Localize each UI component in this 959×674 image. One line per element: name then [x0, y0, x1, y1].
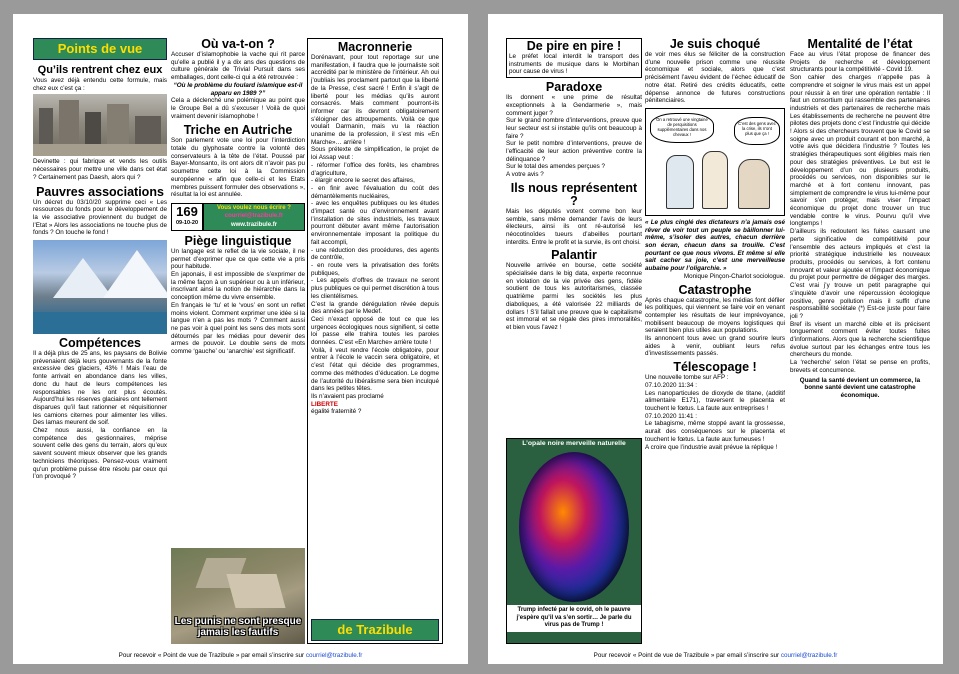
photo-ruined-city: [33, 94, 167, 156]
heading-telescopage: Télescopage !: [673, 360, 757, 375]
photo-landslide: [171, 548, 305, 644]
newsletter-page-2: [488, 14, 943, 664]
heading-quils-rentrent: Qu’ils rentrent chez eux: [37, 64, 163, 76]
cartoon-figure-left: [666, 155, 694, 209]
column-1: [506, 38, 642, 644]
opal-title: L’opale noire merveille naturelle: [522, 440, 626, 447]
column-3: [307, 38, 443, 644]
heading-piege-linguistique: Piège linguistique: [184, 233, 292, 248]
opal-image: [519, 452, 629, 602]
heading-pauvres-associations: Pauvres associations: [36, 184, 164, 199]
text-devinette: Devinette : qui fabrique et vends les outils nécessaires pour mettre une ville dans cet état ? Certainement pas Daesh, alors qui ?: [33, 158, 167, 181]
cartoon-figure-right: [738, 159, 770, 209]
banner-de-trazibule: de Trazibule: [311, 619, 439, 641]
photo-caption: Les punis ne sont presque jamais les fautifs: [174, 616, 302, 638]
website-link[interactable]: www.trazibule.fr: [230, 221, 278, 228]
box-de-pire: [506, 38, 642, 78]
column-2: [645, 38, 785, 644]
text-ils-nous-representent: Mais les députés votent comme bon leur semble, sans même demander l’avis de leurs électeurs, ainsi ils ont ré-autorisé les néocotinoïdes tueurs d’abeilles pourtant interdits. Entre le profit et la survie, ils ont choisi.: [506, 207, 642, 246]
heading-triche-autriche: Triche en Autriche: [183, 123, 293, 138]
footer-page-2: [488, 652, 943, 659]
footer-text: Pour recevoir « Point de vue de Trazibule » par email s’inscrire sur: [593, 652, 780, 659]
cartoon-bubble-left: On a retrouvé une vingtaine de perquisitions supplémentaires dans nos chevaux !: [650, 113, 714, 143]
issue-box: [171, 203, 305, 231]
banner-points-de-vue: Points de vue: [33, 38, 167, 60]
text-je-suis-choque: de voir mes élus se féliciter de la construction d’une nouvelle prison comme une réussite économique et sociale, alors que c’est précisément l’aveu évident de l’échec éducatif de notre état. Retiré des crédits éducatifs, cette dépense annonce de futures constructions pénitenciaires.: [645, 51, 785, 105]
contact-email-link[interactable]: courriel@trazibule.fr: [224, 213, 284, 220]
issue-number-box: [171, 203, 203, 231]
heading-je-suis-choque: Je suis choqué: [669, 38, 761, 51]
footer-page-1: [13, 652, 468, 659]
text-paradoxe: Ils donnent « une prime de résultat exceptionnels à la Gendarmerie », mais comment juger ? Sur le grand nombre d’interventions, preuve que leur secteur est si instable qu’ils ont beaucoup à faire ? Sur le petit nombre d’interventions, preuve de l’efficacité de leur action préventive contre la délinquance ? Sur le total des amendes perçues ? A votre avis ?: [506, 94, 642, 179]
heading-ou-va-t-on: Où va-t-on ?: [201, 38, 275, 51]
heading-palantir: Palantir: [551, 248, 597, 263]
issue-number: 169: [176, 203, 198, 219]
opal-photo-box: [506, 438, 642, 644]
quote-pincon-charlot: « Le plus cinglé des dictateurs n’a jamais osé rêver de voir tout un peuple se bâillonner lui-même, s’isoler des autres, chacun derrière son écran, chacun dans sa trouille. C’est pourtant ce que nous vivons. Et même si elle sait cacher sa joie, c’est une merveilleuse aubaine pour l’oligarchie. »: [645, 218, 785, 273]
text-ou-va-t-on-2: Cela a déclenché une polémique au point que le Groupe Bel a dû s’excuser ! Voilà de quoi vraiment devenir islamophobe !: [171, 97, 305, 120]
text-triche-autriche: Son parlement vote une loi pour l’interdiction totale du glyphosate contre la volonté des conservateurs à la tête de l’état. Poussé par Bayer-Monsanto, ils ont alors dit n’avoir pas pu soumettre cette loi à la Commission européenne « afin que celle-ci et les Etats membres puissent formuler des observations », résultat la loi est annulée.: [171, 137, 305, 199]
text-mentalite-etat: Face au virus l’état propose de financer des Projets de recherche et développement structurants pour la compétitivité - Covid 19. Son cahier des charges n’appelle pas à comprendre et soigner le virus mais est un appel pour réussir à en tirer une opération rentable : Il faut un consortium qui rassemble des partenaires industriels et des partenaires de recherche mais Les établissements de recherche ne peuvent être pilotes des projets donc c’est l’industrie qui décide ! Alors si des chercheurs trouvent que le Covid se soigne avec un produit courant et bon marché, à votre avis que décidera l’industrie ? Toutes les stratégies thérapeutiques sont éligibles mais rien pour des stratégies préventives. Le but est le développement d’un ou plusieurs produits, procédés ou services, non disponibles sur le marché et à fort contenu innovant, pas simplement de comprendre le virus lui-même pour savoir s’en protéger, mais viser l’impact économique du projet donc trouver un truc vendable contre le virus. Pourvu qu’il vive longtemps ! D’ailleurs ils redoutent les fuites causant une perte significative de compétitivité pour l’ensemble des acteurs impliqués et c’est la priorité stratégique industrielle les nouveaux produits, procédés ou services, à fort contenu innovant et valeur ajoutée et l’impact économique du projet pour permettre de dégager des marges. C’est vrai j’y trouve un petit paragraphe qui s’inquiète d’avoir une répercussion écologique positive, genre pollution mais il suffit d’une responsabilité sociétale (*) Est-ce juste pour faire joli ? Bref ils visent un marché cible et ils précisent longuement comment éviter toutes fuites d’informations. Alors que la recherche scientifique évolue surtout par les échanges entre tous les chercheurs du monde. La ‘recherche’ selon l’état se pense en profits, brevets et concurrence.: [790, 51, 930, 374]
caption-trump: Trump infecté par le covid, oh le pauvre j’espère qu’il va s’en sortir… Je parle du virus pas de Trump !: [507, 605, 641, 632]
text-palantir: Nouvelle arrivée en bourse, cette société spécialisée dans le big data, experte reconnue en violation de la vie privée des gens, fidèle soutient de tous les autoritarismes, classée quatrième parmi les sociétés les plus diaboliques, a été valorisée 22 milliards de dollars ! S’il fallait une preuve que le capitalisme est immoral et se régale des pires immoralités, et bien vous l’avez !: [506, 262, 642, 331]
cartoon-figure-middle: [702, 151, 728, 209]
photo-glacier: [33, 240, 167, 334]
heading-catastrophe: Catastrophe: [678, 282, 752, 297]
quote-author: Monique Pinçon-Charlot sociologue.: [683, 272, 785, 280]
cartoon: [645, 108, 785, 216]
text-competences: Il a déjà plus de 25 ans, les paysans de Bolivie prévenaient déjà leurs gouvernants de la fonte excessive des glaciers, 43% ! Mais l’eau de fonte arrivait en abondance dans les villes, donc du haut de leurs compétences les responsables ne les ont plus écoutés. Aujourd’hui les réserves glaciaires ont tellement disparues qu’il faut rationner et réquisitionner les camions citernes pour alimenter les villes. Des lamas meurent de soif. Chez nous aussi, la confiance en la compétence des gestionnaires, méprise souvent celle des gens du terrain, alors qu’eux savent souvent mieux observer que les grands techniciens théoriques. Pensez-vous vraiment qu’un problème puisse être résolu par ceux qui l’on provoqué ?: [33, 350, 167, 481]
newsletter-page-1: [13, 14, 468, 664]
footer-email-link[interactable]: courriel@trazibule.fr: [780, 652, 838, 659]
quote-foulard: “Où le problème du foulard islamique est-il apparu en 1989 ?”: [173, 81, 303, 97]
text-de-pire: Le préfet local interdit le transport des instruments de musique dans le Morbihan pour cause de virus !: [509, 53, 639, 76]
text-ou-va-t-on: Accuser d’islamophobie la vache qui rit parce qu’elle a publié il y a dix ans des questions de culture générale de Trivial Pursuit dans ses emballages, dont celle-ci qui a été retrouvée :: [171, 51, 305, 82]
heading-macronnerie: Macronnerie: [337, 40, 413, 54]
issue-date: 09-10-20: [175, 219, 199, 226]
footer-text: Pour recevoir « Point de vue de Trazibule » par email s’inscrire sur: [118, 652, 305, 659]
column-3: [790, 38, 930, 644]
text-piege-linguistique: Un langage est le reflet de la vie sociale, il ne permet d’exprimer que ce que cette vie a pris pour habitude. En japonais, il est impossible de s’exprimer de la même façon à un supérieur ou à un inférieur, inscrivant ainsi la notion de hiérarchie dans la conception même du vivre ensemble. En français le ‘tu’ et le ‘vous’ en sont un reflet moins violent. Comment exprimer une idée si la langue n’en a pas les mots ? Comment aussi ne pas voir à quel point les sens des mots sont détournés par les médias pour devenir des armes de pouvoir. Le double sens de mots comme ‘gauche’ ou ‘anarchie’ est significatif.: [171, 247, 305, 356]
text-egalite: égalité fraternité ?: [311, 408, 362, 416]
text-catastrophe: Après chaque catastrophe, les médias font défiler les politiques, qui viennent se faire voir en venant contempler les résultats de leur imprévoyance, mobilisent beaucoup de moyens logistiques qui seraient bien plus utiles aux populations. Ils annoncent tous avec un grand sourire leurs aides à venir, oubliant leurs refus d’investissements passés.: [645, 296, 785, 358]
text-liberte: LIBERTE: [311, 400, 338, 408]
text-macronnerie: Dorénavant, pour tout reportage sur une manifestation, il faudra que le journaliste soit accrédité par le ministère de l’intérieur. Ah oui j’oubliais les proclament partout que la liberté de la Presse, c’est sacré ! Enfin il s’agit de liberté pour les médias qu’ils auront consacrés. Mais comment pourront-ils informer car ils devront obligatoirement s’éloigner des attroupements. Voilà ce que voulait Darmanin, mais vu la réaction unanime de la profession, il s’est mis «En Marche»… arrière ! Sous prétexte de simplification, le projet de loi Assap veut : - réformer l’office des forêts, les chambres d’agriculture, - élargir encore le secret des affaires, - en finir avec l’évaluation du coût des démantèlements nucléaires, - avec les enquêtes publiques ou les études d’impact santé ou d’environnement avant l’installation de sites industriels, les travaux pourront débuter avant même l’autorisation environnementale imposant la politique du fait accompli, - une réduction des procédures, des agents de contrôle, - en route vers la privatisation des forêts publiques, - Les appels d’offres de travaux ne seront plus publiques ce qui permet discrétion à tous les clientélismes. C’est la grande dérégulation rêvée depuis des années par le Medef. Ceci n’exact opposé de tout ce que les urgences écologiques nous signifient, si cette loi passe elle trahira toutes les paroles données. C’est «En Marche» arrière toute ! Voilà, il veut rendre l’école obligatoire, pour entrer à l’école le vaccin sera obligatoire, et c’est l’état qui décide des programmes, comme des méthodes d’éducation. Le dogme de l’autorité du libéralisme sera bien inculqué dans les petites têtes. Ils n’avaient pas proclamé: [311, 54, 439, 400]
heading-ils-nous-representent: Ils nous représentent ?: [510, 180, 638, 208]
column-1: [33, 38, 167, 644]
text-quils-rentrent: Vous avez déjà entendu cette formule, mais chez eux c’est ça :: [33, 77, 167, 92]
text-pauvres-associations: Un décret du 03/10/20 supprime ceci « Les ressources du fonds pour le développement de la vie associative proviennent du budget de l’Etat » Alors les associations ne touche plus de fonds ? On touche le fond !: [33, 198, 167, 237]
footer-email-link[interactable]: courriel@trazibule.fr: [305, 652, 363, 659]
heading-paradoxe: Paradoxe: [545, 80, 603, 95]
heading-competences: Compétences: [59, 336, 141, 351]
text-telescopage: Une nouvelle tombe sur AFP : 07.10.2020 11:34 : Les nanoparticules de dioxyde de titane, (additif alimentaire E171), traversent le placenta et touchent le fœtus. La faute aux entreprises ! 07.10.2020 11:41 : Le tabagisme, même stoppé avant la grossesse, aurait des conséquences sur le placenta et touchent le fœtus. La faute aux fumeuses ! A croire que l’industrie avait prévue la réplique !: [645, 374, 785, 451]
text-liberte-line: [311, 401, 439, 409]
contact-label: Vous voulez nous écrire ?: [217, 204, 291, 211]
text-closing: Quand la santé devient un commerce, la bonne santé devient une catastrophe économique.: [799, 376, 921, 399]
column-2: [171, 38, 305, 644]
cartoon-bubble-right: C’est des gens avec la crise, ils n’ont plus que ça !: [734, 117, 780, 145]
contact-box: [203, 203, 305, 231]
heading-mentalite-etat: Mentalité de l’état: [807, 38, 913, 51]
heading-de-pire: De pire en pire !: [526, 39, 622, 53]
